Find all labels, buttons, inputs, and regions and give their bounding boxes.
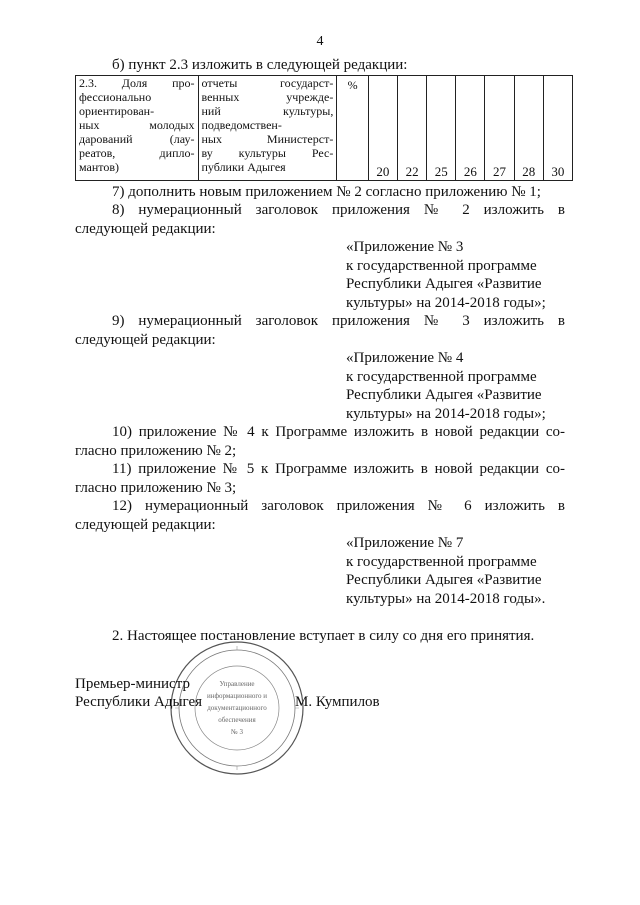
item-7-text: 7) дополнить новым приложением № 2 согласно приложению № 1; [112, 184, 541, 200]
value-cell: 20 [368, 76, 397, 181]
indicator-name-line: реатов, дипло- [79, 146, 195, 160]
appendix-3-line: к государственной программе [346, 258, 537, 274]
appendix-4-line: культуры» на 2014-2018 годы»; [346, 406, 546, 422]
appendix-7-line: к государственной программе [346, 554, 537, 570]
item-8-line-1: 8) нумерационный заголовок приложения № 2 изложить в [112, 202, 565, 218]
value-cell: 28 [514, 76, 543, 181]
item-12-line-2: следующей редакции: [75, 517, 216, 533]
item-10-line-2: гласно приложению № 2; [75, 443, 237, 459]
appendix-4-line: к государственной программе [346, 369, 537, 385]
appendix-3-line: «Приложение № 3 [346, 239, 464, 255]
value-cell: 25 [427, 76, 456, 181]
source-line: отчеты государст- [201, 76, 334, 90]
item-10-line-1: 10) приложение № 4 к Программе изложить в новой редакции со- [112, 424, 565, 440]
appendix-7-line: «Приложение № 7 [346, 535, 464, 551]
source-line: ний культуры, [201, 104, 334, 118]
source-line: ву культуры Рес- [201, 146, 334, 160]
indicator-name-line: дарований (лау- [79, 132, 195, 146]
appendix-3-line: культуры» на 2014-2018 годы»; [346, 295, 546, 311]
indicator-name-line: 2.3. Доля про- [79, 76, 195, 90]
value-cell: 30 [543, 76, 572, 181]
item-11-line-2: гласно приложению № 3; [75, 480, 237, 496]
stamp-line: № 3 [231, 728, 243, 736]
item-11-line-1: 11) приложение № 5 к Программе изложить в новой редакции со- [112, 461, 565, 477]
indicator-name-cell [76, 76, 199, 181]
indicator-name-line: фессионально [79, 90, 152, 104]
table-row [76, 76, 573, 181]
stamp-line: информационного и [206, 692, 268, 700]
appendix-4-line: Республики Адыгея «Развитие [346, 387, 542, 403]
item-b-text: б) пункт 2.3 изложить в следующей редакции: [112, 57, 408, 73]
source-cell [198, 76, 337, 181]
item-9-line-2: следующей редакции: [75, 332, 216, 348]
page-number: 4 [316, 34, 324, 49]
source-line: венных учрежде- [201, 90, 334, 104]
signatory-name: М. Кумпилов [295, 694, 380, 710]
appendix-3-line: Республики Адыгея «Развитие [346, 276, 542, 292]
indicator-table [75, 75, 573, 181]
stamp-line: обеспечения [218, 716, 256, 724]
value-cell: 22 [397, 76, 426, 181]
effective-date-clause: 2. Настоящее постановление вступает в силу со дня его принятия. [112, 628, 535, 644]
stamp-line: документационного [207, 704, 267, 712]
item-8-line-2: следующей редакции: [75, 221, 216, 237]
source-line: подведомствен- [201, 118, 282, 132]
appendix-7-line: Республики Адыгея «Развитие [346, 572, 542, 588]
indicator-name-line: мантов) [79, 160, 120, 174]
indicator-name-line: ориентирован- [79, 104, 155, 118]
item-9-line-1: 9) нумерационный заголовок приложения № 3 изложить в [112, 313, 565, 329]
item-12-line-1: 12) нумерационный заголовок приложения № 6 изложить в [112, 498, 565, 514]
stamp-line: Управление [219, 680, 255, 688]
appendix-4-line: «Приложение № 4 [346, 350, 464, 366]
value-cell: 27 [485, 76, 514, 181]
source-line: ных Министерст- [201, 132, 334, 146]
unit-cell: % [337, 76, 369, 181]
indicator-name-line: ных молодых [79, 118, 195, 132]
source-line: публики Адыгея [201, 160, 286, 174]
signatory-title-line-1: Премьер-министр [75, 676, 190, 692]
signatory-title-line-2: Республики Адыгея [75, 694, 203, 710]
appendix-7-line: культуры» на 2014-2018 годы». [346, 591, 546, 607]
value-cell: 26 [456, 76, 485, 181]
